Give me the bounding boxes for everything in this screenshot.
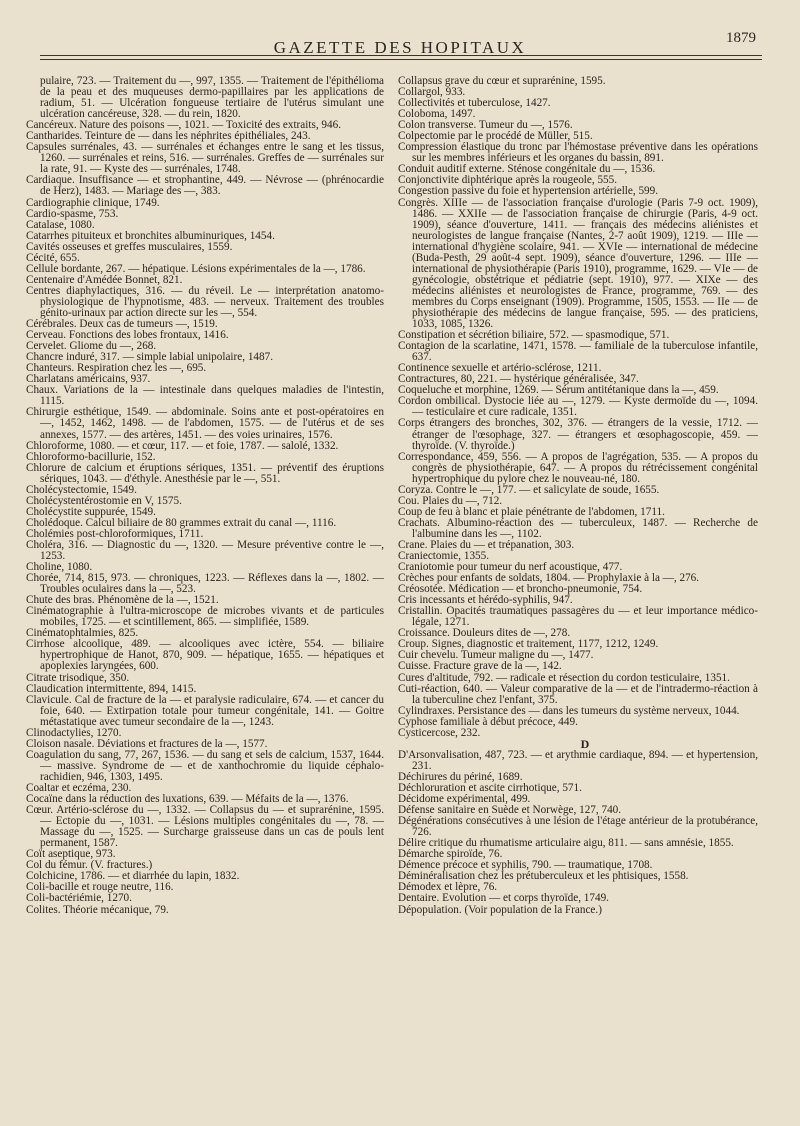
index-entry: Centenaire d'Amédée Bonnet, 821. <box>26 273 183 286</box>
index-entry: Chlorure de calcium et éruptions sériques, 1351. — préventif des éruptions sériques, 1043. — d'éthyle. Anesthésie par le —, 551. <box>26 461 384 485</box>
index-entry: Cuisse. Fracture grave de la —, 142. <box>398 660 562 673</box>
index-entry: Coup de feu à blanc et plaie pénétrante de l'abdomen, 1711. <box>398 505 665 518</box>
index-entry: Chorée, 714, 815, 973. — chroniques, 1223. — Réflexes dans la —, 1802. — Troubles oculaires dans la —, 523. <box>26 572 384 596</box>
index-entry: D'Arsonvalisation, 487, 723. — et arythmie cardiaque, 894. — et hypertension, 231. <box>398 748 758 772</box>
index-entry: Démence précoce et syphilis, 790. — traumatique, 1708. <box>398 859 653 872</box>
left-column <box>26 75 384 916</box>
index-entry: Cellule bordante, 267. — hépatique. Lésions expérimentales de la —, 1786. <box>26 262 366 275</box>
index-entry: Défense sanitaire en Suède et Norwège, 127, 740. <box>398 804 622 817</box>
index-entry: Coloboma, 1497. <box>398 108 476 121</box>
index-entry: Cantharides. Teinture de — dans les néphrites épithéliales, 243. <box>26 130 311 143</box>
header-rule <box>40 55 762 56</box>
index-entry: Chancre induré, 317. — simple labial unipolaire, 1487. <box>26 351 273 364</box>
index-entry: Démarche spiroïde, 76. <box>398 848 503 861</box>
index-entry: Clinodactylies, 1270. <box>26 726 122 739</box>
index-entry: Chloroforme, 1080. — et cœur, 117. — et foie, 1787. — salolé, 1332. <box>26 439 339 452</box>
index-entry: Dentaire. Evolution — et corps thyroïde, 1749. <box>398 892 609 905</box>
index-entry: Congrès. XIIIe — de l'association française d'urologie (Paris 7-9 oct. 1909), 1486. — XXIIe — de l'association française de chirurgie (Paris, 4-9 oct. 1909), séance d'ouverture, 1411. — français des médecins aliénistes et neurologistes de langue française (Nantes, 2-7 août 1909), 1219. — IIIe — international d'hygiène scolaire, 941. — XVIe — international de médecine (Buda-Pesth, 29 août-4 sept. 1909), séance d'ouverture, 1296. — IIIe — international de physiothérapie (Paris 1910), programme, 1629. — VIe — de gynécologie, obstétrique et pédiatrie (sept. 1910), 977. — XIXe — des médecins aliénistes et neurologistes de France, programme, 769. — des membres du Corps enseignant (1909). Programme, 1505, 1553. — IIe — de physiothérapie des médecins de langue française, 595. — des praticiens, 1033, 1085, 1326. <box>398 196 758 331</box>
index-entry: Déchloruration et ascite cirrhotique, 571. <box>398 782 582 794</box>
header-rule-thin <box>40 59 762 60</box>
index-entry: Cinématophtalmies, 825. <box>26 627 139 640</box>
index-entry: Coli-bacille et rouge neutre, 116. <box>26 881 174 894</box>
index-entry: Dégénérations consécutives à une lésion de l'étage antérieur de la protubérance, 726. <box>398 815 758 839</box>
index-entry: Crèches pour enfants de soldats, 1804. — Prophylaxie à la —, 276. <box>398 572 700 585</box>
index-entry: Congestion passive du foie et hypertension artérielle, 599. <box>398 185 659 198</box>
index-entry: Croup. Signes, diagnostic et traitement, 1177, 1212, 1249. <box>398 638 659 651</box>
index-entry: Colchicine, 1786. — et diarrhée du lapin, 1832. <box>26 870 240 883</box>
index-entry: Constipation et sécrétion biliaire, 572. — spasmodique, 571. <box>398 329 670 342</box>
index-entry: Catarrhes pituiteux et bronchites albuminuriques, 1454. <box>26 229 275 242</box>
index-entry: Continence sexuelle et artério-sclérose, 1211. <box>398 362 602 375</box>
index-entry: Crachats. Albumino-réaction des — tuberculeux, 1487. — Recherche de l'albumine dans les —, 1102. <box>398 516 758 540</box>
index-entry: Corps étrangers des bronches, 302, 376. — étrangers de la vessie, 1712. — étranger de l'œsophage, 327. — étrangers et œsophagoscopie, 459. — thyroïde. (V. thyroïde.) <box>398 417 758 452</box>
index-entry: Collargol, 933. <box>398 86 466 99</box>
index-entry: Décidome expérimental, 499. <box>398 793 531 806</box>
index-entry: Choléra, 316. — Diagnostic du —, 1320. — Mesure préventive contre le —, 1253. <box>26 538 384 563</box>
page-number: 1879 <box>726 30 756 46</box>
journal-title: GAZETTE DES HOPITAUX <box>273 38 527 57</box>
index-entry: Centres diaphylactiques, 316. — du réveil. Le — interprétation anatomo-physiologique de l'hypnotisme, 483. — nerveux. Traitement des troubles génito-urinaux par action directe sur les —, 554. <box>26 284 384 319</box>
index-entry: Coagulation du sang, 77, 267, 1536. — du sang et sels de calcium, 1537, 1644. — massive. Syndrome de — et de xanthochromie du liquide céphalo-rachidien, 946, 1303, 1495. <box>26 748 384 783</box>
index-entry: Col du fémur. (V. fractures.) <box>26 859 153 872</box>
index-entry: Coli-bactériémie, 1270. <box>26 892 132 905</box>
index-entry: Créosotée. Médication — et broncho-pneumonie, 754. <box>398 583 643 596</box>
index-entry: Cocaïne dans la réduction des luxations, 639. — Méfaits de la —, 1376. <box>26 793 349 806</box>
index-entry: Cholécystectomie, 1549. <box>26 483 137 496</box>
index-entry: Cécité, 655. <box>26 251 80 264</box>
index-entry: Correspondance, 459, 556. — A propos de l'agrégation, 535. — A propos du congrès de physiothérapie, 647. — A propos du rétrécissement congénital hypertrophique du pylore chez le nouveau-né, 180. <box>398 450 758 485</box>
index-entry: Chirurgie esthétique, 1549. — abdominale. Soins ante et post-opératoires en —, 1452, 1462, 1498. — de l'abdomen, 1575. — de l'utérus et de ses annexes, 1577. — des artères, 1451. — des voies urinaires, 1576. <box>26 406 384 441</box>
index-entry: Conjonctivite diphtérique après la rougeole, 555. <box>398 174 618 187</box>
index-entry: Catalase, 1080. <box>26 218 95 231</box>
index-entry: Capsules surrénales, 43. — surrénales et échanges entre le sang et les tissus, 1260. — surrénales et reins, 516. — surrénales. Greffes de — surrénales sur la rate, 91. — Kyste des — surrénales, 1748. <box>26 141 384 176</box>
index-entry: Contagion de la scarlatine, 1471, 1578. — familiale de la tuberculose infantile, 637. <box>398 340 758 364</box>
index-entry: Dépopulation. (Voir population de la France.) <box>398 903 602 916</box>
index-entry: Chanteurs. Respiration chez les —, 695. <box>26 362 207 375</box>
index-entry: Colpectomie par le procédé de Müller, 515. <box>398 130 593 143</box>
index-entry: Cures d'altitude, 792. — radicale et résection du cordon testiculaire, 1351. <box>398 671 730 684</box>
index-entry: Cholédoque. Calcul biliaire de 80 grammes extrait du canal —, 1116. <box>26 516 337 529</box>
index-entry: Charlatans américains, 937. <box>26 373 151 386</box>
index-entry: Chaux. Variations de la — intestinale dans quelques maladies de l'intestin, 1115. <box>26 384 384 408</box>
index-entry: Coqueluche et morphine, 1269. — Sérum antitétanique dans la —, 459. <box>398 384 719 397</box>
index-entry: Coryza. Contre le —, 177. — et salicylate de soude, 1655. <box>398 483 660 496</box>
index-entry: Croissance. Douleurs dites de —, 278. <box>398 627 571 640</box>
index-entry: Cervelet. Gliome du —, 268. <box>26 340 157 353</box>
index-entry: Colon transverse. Tumeur du —, 1576. <box>398 119 573 132</box>
section-letter-d: D <box>580 736 590 751</box>
index-entry: Cholécystite suppurée, 1549. <box>26 505 156 518</box>
entries-c <box>398 75 758 739</box>
index-entry: Compression élastique du tronc par l'hémostase préventive dans les opérations sur les membres inférieurs et les organes du bassin, 891. <box>398 141 758 165</box>
index-entry: Cholécystentérostomie en V, 1575. <box>26 494 182 507</box>
index-entry: Crane. Plaies du — et trépanation, 303. <box>398 538 575 551</box>
index-entry: Cloison nasale. Déviations et fractures de la —, 1577. <box>26 737 268 750</box>
index-entry: Cholémies post-chloroformiques, 1711. <box>26 527 204 540</box>
index-entry: Cavités osseuses et greffes musculaires, 1559. <box>26 240 233 253</box>
index-entry: Collapsus grave du cœur et suprarénine, 1595. <box>398 75 606 87</box>
index-entry: Choline, 1080. <box>26 561 93 574</box>
index-entry: Cancéreux. Nature des poisons —, 1021. — Toxicité des extraits, 946. <box>26 119 341 132</box>
index-entry: Citrate trisodique, 350. <box>26 671 130 684</box>
index-entry: pulaire, 723. — Traitement du —, 997, 1355. — Traitement de l'épithélioma de la peau et des muqueuses dermo-papillaires par les applications de radium, 51. — Ulcération fongueuse tertiaire de l'utérus simulant une ulcération cancéreuse, 328. — du rein, 1820. <box>40 75 384 121</box>
entries-d <box>398 748 758 916</box>
index-entry: Cristallin. Opacités traumatiques passagères du — et leur importance médico-légale, 1271. <box>398 605 758 629</box>
index-entry: Cyphose familiale à début précoce, 449. <box>398 715 578 728</box>
index-entry: Cérébrales. Deux cas de tumeurs —, 1519. <box>26 318 218 331</box>
index-entry: Colites. Théorie mécanique, 79. <box>26 903 169 916</box>
index-entry: Cris incessants et hérédo-syphilis, 947. <box>398 594 573 607</box>
index-entry: Cerveau. Fonctions des lobes frontaux, 1416. <box>26 329 229 342</box>
index-entry: Démodex et lèpre, 76. <box>398 881 498 894</box>
index-entry: Cou. Plaies du —, 712. <box>398 494 503 507</box>
index-entry: Cardio-spasme, 753. <box>26 207 119 220</box>
index-entry: Contractures, 80, 221. — hystérique généralisée, 347. <box>398 373 639 386</box>
page-header <box>40 30 760 70</box>
right-column <box>398 75 758 916</box>
index-entry: Cordon ombilical. Dystocie liée au —, 1279. — Kyste dermoïde du —, 1094. — testiculaire et cure radicale, 1351. <box>398 395 758 419</box>
index-entry: Cysticercose, 232. <box>398 726 481 739</box>
index-entry: Cuir chevelu. Tumeur maligne du —, 1477. <box>398 649 594 662</box>
index-entry: Craniotomie pour tumeur du nerf acoustique, 477. <box>398 561 623 574</box>
index-entry: Coaltar et eczéma, 230. <box>26 782 132 794</box>
index-entry: Chloroformo-bacillurie, 152. <box>26 450 156 463</box>
index-entry: Délire critique du rhumatisme articulaire aigu, 811. — sans amnésie, 1855. <box>398 837 734 850</box>
index-entry: Claudication intermittente, 894, 1415. <box>26 682 197 695</box>
index-entry: Cirrhose alcoolique, 489. — alcooliques avec ictère, 554. — biliaire hypertrophique de Hanot, 870, 909. — hépatique, 1655. — hépatiques et apoplexies laryngées, 600. <box>26 638 384 673</box>
index-entry: Déminéralisation chez les prétuberculeux et les phtisiques, 1558. <box>398 870 689 883</box>
index-entry: Cœur. Artério-sclérose du —, 1332. — Collapsus du — et suprarénine, 1595. — Ectopie du —, 1031. — Lésions multiples congénitales du —, 78. — Massage du —, 1525. — Surcharge graisseuse dans un cas de pouls lent permanent, 1587. <box>26 804 384 850</box>
index-entry: Craniectomie, 1355. <box>398 550 490 563</box>
index-entry: Cardiographie clinique, 1749. <box>26 196 160 209</box>
index-entry: Chute des bras. Phénomène de la —, 1521. <box>26 594 219 607</box>
index-entry: Cylindraxes. Persistance des — dans les tumeurs du système nerveux, 1044. <box>398 704 740 717</box>
index-entry: Cuti-réaction, 640. — Valeur comparative de la — et de l'intradermo-réaction à la tuberculine chez l'enfant, 375. <box>398 682 758 706</box>
index-entry: Cinématographie à l'ultra-microscope de microbes vivants et de particules mobiles, 1725. — et scintillement, 865. — simplifiée, 1589. <box>26 605 384 629</box>
index-entry: Collectivités et tuberculose, 1427. <box>398 97 551 110</box>
index-entry: Déchirures du périné, 1689. <box>398 770 523 783</box>
index-entry: Cardiaque. Insuffisance — et strophantine, 449. — Névrose — (phrénocardie de Herz), 1483. — Mariage des —, 383. <box>26 174 384 198</box>
index-entry: Clavicule. Cal de fracture de la — et paralysie radiculaire, 674. — et cancer du foie, 640. — Extirpation totale pour tumeur congénitale, 141. — Goitre métastatique avec tumeur secondaire de la —, 1243. <box>26 693 384 728</box>
index-entry: Coït aseptique, 973. <box>26 848 116 861</box>
index-entry: Conduit auditif externe. Sténose congénitale du —, 1536. <box>398 163 656 176</box>
